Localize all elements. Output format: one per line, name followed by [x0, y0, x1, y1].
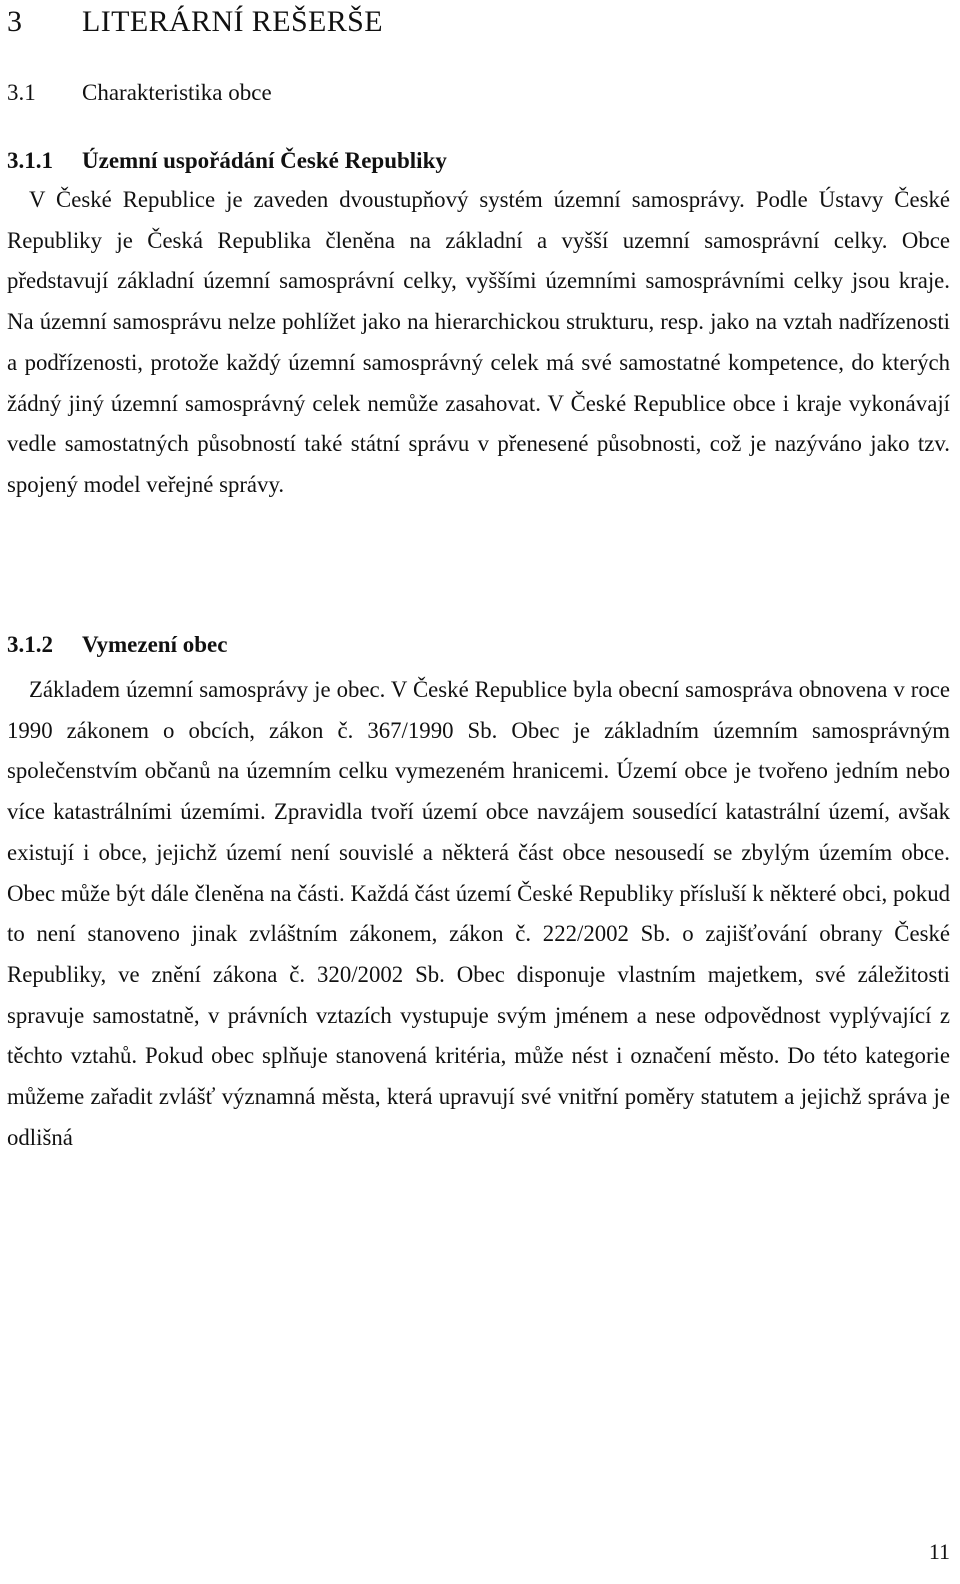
- section-title: Charakteristika obce: [82, 80, 272, 105]
- chapter-number: 3: [7, 5, 23, 38]
- subsection-2-number: 3.1.2: [7, 632, 53, 657]
- section-heading: [7, 76, 272, 110]
- body-paragraph-2: Základem územní samosprávy je obec. V České Republice byla obecní samospráva obnovena v roce 1990 zákonem o obcích, zákon č. 367/1990 Sb. Obec je základním územním samosprávným společenstvím občanů na územním celku vymezeném hranicemi. Území obce je tvořeno jedním nebo více katastrálními územími. Zpravidla tvoří území obce navzájem sousedící katastrální území, avšak existují i obce, jejichž území není souvislé a některá část obce nesousedí se zbylým územím obce. Obec může být dále členěna na části. Každá část území České Republiky přísluší k některé obci, pokud to není stanoveno jinak zvláštním zákonem, zákon č. 222/2002 Sb. o zajišťování obrany České Republiky, ve znění zákona č. 320/2002 Sb. Obec disponuje vlastním majetkem, své záležitosti spravuje samostatně, v právních vztazích vystupuje svým jménem a nese odpovědnost vyplývající z těchto vztahů. Pokud obec splňuje stanovená kritéria, může nést i označení město. Do této kategorie můžeme zařadit zvlášť významná města, která upravují své vnitřní poměry statutem a jejichž správa je odlišná: [7, 677, 950, 1150]
- page-number: 11: [928, 1539, 950, 1564]
- chapter-heading: [7, 2, 383, 42]
- section-number: 3.1: [7, 80, 36, 105]
- body-paragraph-1: V České Republice je zaveden dvoustupňový systém územní samosprávy. Podle Ústavy České Republiky je Česká Republika členěna na základní a vyšší uzemní samosprávní celky. Obce představují základní územní samosprávní celky, vyššími územními samosprávními celky jsou kraje. Na územní samosprávu nelze pohlížet jako na hierarchickou strukturu, resp. jako na vztah nadřízenosti a podřízenosti, protože každý územní samosprávný celek má své samostatné kompetence, do kterých žádný jiný územní samosprávný celek nemůže zasahovat. V České Republice obce i kraje vykonávají vedle samostatných působností také státní správu v přenesené působnosti, což je nazýváno jako tzv. spojený model veřejné správy.: [7, 187, 950, 497]
- document-page: [7, 0, 952, 1584]
- subsection-2-title: Vymezení obec: [82, 632, 228, 657]
- chapter-title: LITERÁRNÍ REŠERŠE: [82, 5, 383, 38]
- subsection-heading-1: [7, 144, 447, 178]
- subsection-heading-2: [7, 628, 227, 662]
- subsection-1-number: 3.1.1: [7, 148, 53, 173]
- subsection-1-title: Územní uspořádání České Republiky: [82, 148, 447, 173]
